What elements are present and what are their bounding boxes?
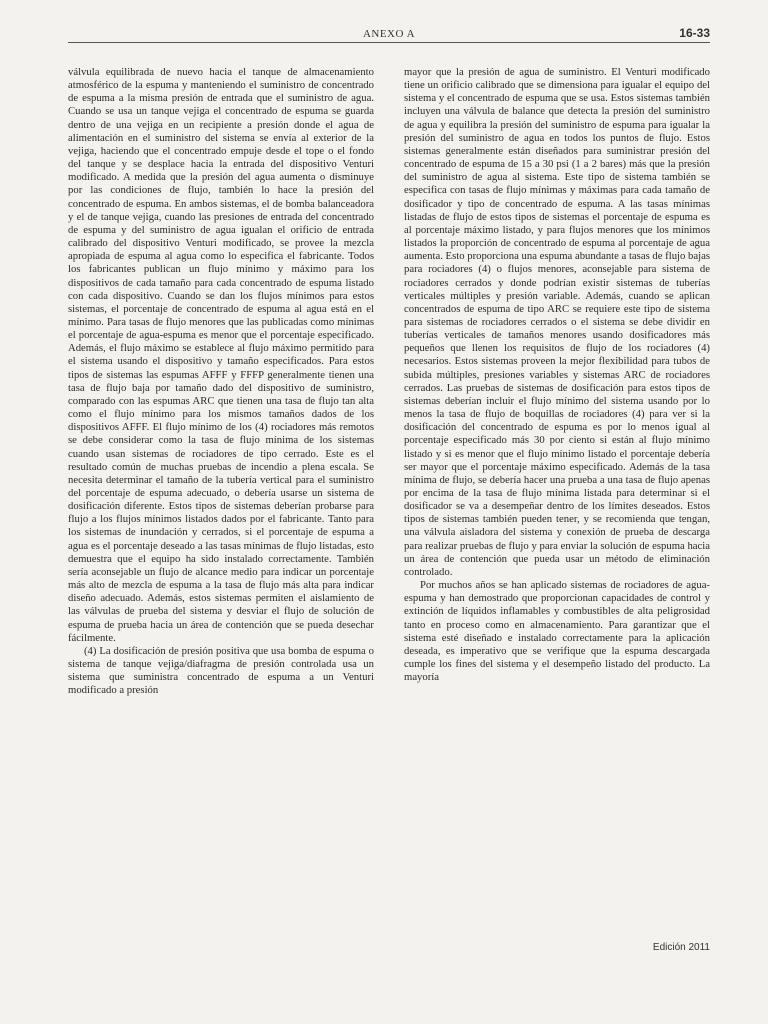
- right-column: [404, 66, 710, 906]
- right-paragraph-1: mayor que la presión de agua de suministro. El Venturi modificado tiene un orificio calibrado que se dimensiona para igualar el equipo del sistema y el concentrado de espuma que se usa. Estos sistemas también incluyen una válvula de balance que detecta la presión del suministro de agua y equilibra la presión del suministro de espuma para igualar la presión del suministro de agua en todos los puntos de flujo. Estos sistemas generalmente están diseñados para suministrar presión del concentrado de espuma de 15 a 30 psi (1 a 2 bares) más que la presión del suministro de agua al sistema. Este tipo de sistema también se especifica con tasas de flujo mínimas y máximas para cada tamaño de dosificador y tipo de concentrado de espuma. A las tasas mínimas listadas de flujo de estos tipos de sistemas el porcentaje de espuma es al porcentaje máximo listado, y para flujos menores que los mínimos listados la proporción de concentrado de espuma al porcentaje de agua aumenta. Esto proporciona una espuma abundante a tasas de flujo bajas para rociadores (4) o flujos menores, aconsejable para sistema de rociadores cerrados y donde podrían existir sistemas de tuberías verticales múltiples y presión variable. Además, cuando se aplican concentrados de espuma de tipo ARC se requiere este tipo de sistema para sistemas de rociadores cerrados o el sistema se debe dividir en tuberías verticales de tamaños menores usando dosificadores más pequeños que llenen los requisitos de flujo de los rociadores (4) necesarios. Estos sistemas proveen la mejor flexibilidad para tubos de subida múltiples, presiones variables y sistemas ARC de rociadores cerrados. Las pruebas de sistemas de dosificación para estos tipos de sistemas deberían incluir el flujo mínimo del sistema usando por lo menos la tasa de flujo de boquillas de rociadores (4) para ver si la dosificación del concentrado de espuma es por lo menos igual al porcentaje especificado más 30 por ciento si están al flujo mínimo listado y si es menor que el flujo mínimo listado el porcentaje debería ser mayor que el porcentaje máximo especificado. Además de la tasa mínima de flujo, se debería hacer una prueba a una tasa de flujo apenas por encima de la tasa de flujo mínima listada para determinar si el dosificador se va a desempeñar dentro de los límites deseados. Estos tipos de sistemas también pueden tener, y se recomienda que tengan, una válvula aisladora del sistema y conexión de prueba de descarga para realizar pruebas de flujo y para enviar la solución de espuma hacia un área de contención que pueda usar un método de eliminación controlado.: [404, 66, 710, 578]
- page-header: [68, 26, 710, 42]
- left-column: [68, 66, 374, 906]
- right-paragraph-2: Por muchos años se han aplicado sistemas de rociadores de agua-espuma y han demostrado que proporcionan capacidades de control y extinción de líquidos inflamables y combustibles de alta peligrosidad tanto en proceso como en almacenamiento. Para garantizar que el sistema esté diseñado e instalado correctamente para la aplicación deseada, es imperativo que se verifique que la espuma descargada cumple los fines del sistema y el desempeño listado del producto. La mayoría: [404, 579, 710, 684]
- left-paragraph-1: válvula equilibrada de nuevo hacia el tanque de almacenamiento atmosférico de la espuma y manteniendo el suministro de concentrado de espuma a la misma presión de entrada que el suministro de agua. Cuando se usa un tanque vejiga el concentrado de espuma se guarda dentro de una vejiga en un recipiente a presión donde el agua de alimentación en el suministro del sistema se envía al exterior de la vejiga, haciendo que el concentrado empuje desde el tope o el fondo del tanque y se desplace hacia la entrada del dispositivo Venturi modificado. A medida que la presión del agua aumenta o disminuye por las condiciones de flujo, también lo hace la presión del concentrado de espuma. En ambos sistemas, el de bomba balanceadora y el de tanque vejiga, cuando las presiones de entrada del concentrado de espuma y del suministro de agua igualan el orificio de entrada calibrado del dispositivo Venturi modificado, se provee la mezcla apropiada de espuma al agua como lo especifica el fabricante. Todos los fabricantes publican un flujo mínimo y máximo para los dispositivos de cada tamaño para cada concentrado de espuma listado con cada dispositivo. Cuando se dan los flujos mínimos para estos sistemas, el porcentaje de concentrado de espuma al agua está en el mínimo. Para tasas de flujo menores que las publicadas como mínimas el porcentaje de agua-espuma es menor que el porcentaje especificado. Además, el flujo máximo se establece al flujo máximo permitido para el sistema usando el dispositivo y tamaño especificados. Para estos tipos de sistemas las espumas AFFF y FFFP generalmente tienen una tasa de flujo baja por tamaño dado del dispositivo de suministro, comparado con las espumas ARC que tienen una tasa de flujo tan alta como el flujo mínimo para los mismos tamaños dados de los dispositivos AFFF. El flujo mínimo de los (4) rociadores más remotos se debe considerar como la tasa de flujo mínima de los sistemas cuando usan sistemas de rociadores de tipo cerrado. Este es el resultado común de muchas pruebas de incendio a plena escala. Se necesita determinar el tamaño de la tubería vertical para el suministro del porcentaje de espuma adecuado, o debería usarse un sistema de dosificación diferente. Estos tipos de sistemas deberían probarse para flujo a los flujos mínimos listados dados por el fabricante. Tanto para los sistemas de inundación y cerrados, si el porcentaje de espuma a agua es el porcentaje deseado a las tasas mínimas de flujo listadas, esto demuestra que el equipo ha sido instalado correctamente. También sería aconsejable un flujo de alcance medio para indicar un porcentaje más alto de mezcla de espuma a la tasa de flujo más alta para indicar diseño adecuado. Además, estos sistemas permiten el aislamiento de las válvulas de prueba del sistema y desviar el flujo de solución de espuma de prueba hacia un área de contención que se pueda desechar fácilmente.: [68, 66, 374, 644]
- header-rule: [68, 42, 710, 43]
- running-head: ANEXO A: [362, 28, 416, 40]
- left-paragraph-2: (4) La dosificación de presión positiva que usa bomba de espuma o sistema de tanque vejiga/diafragma de presión controlada usa un sistema que suministra concentrado de espuma a un Venturi modificado a presión: [68, 644, 374, 697]
- page-number: 16-33: [679, 26, 710, 40]
- edition-footer: Edición 2011: [652, 942, 710, 953]
